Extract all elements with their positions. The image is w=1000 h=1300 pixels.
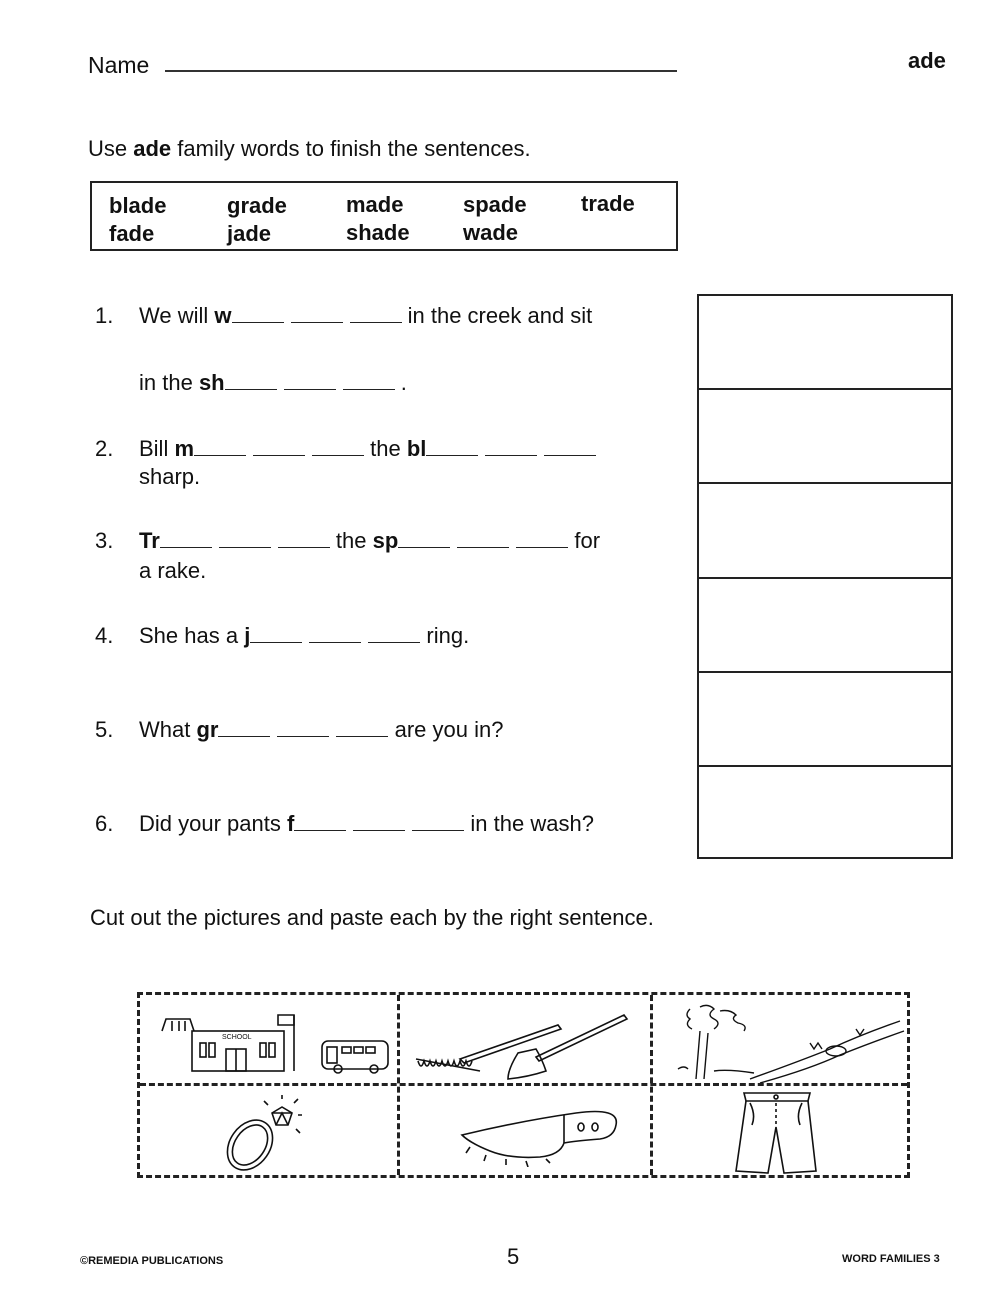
instructions-suffix: family words to finish the sentences. bbox=[171, 136, 531, 161]
letter-blank[interactable] bbox=[312, 455, 364, 456]
question-text: in the creek and sit bbox=[401, 303, 593, 328]
letter-blank[interactable] bbox=[219, 547, 271, 548]
rake-icon bbox=[416, 1025, 561, 1071]
letter-blank[interactable] bbox=[284, 389, 336, 390]
letter-blank[interactable] bbox=[457, 547, 509, 548]
name-input-line[interactable] bbox=[165, 70, 677, 72]
word-start-letters: bl bbox=[406, 436, 427, 461]
letter-blank[interactable] bbox=[350, 322, 402, 323]
question-number: 1. bbox=[95, 303, 114, 328]
question-number: 5. bbox=[95, 717, 114, 742]
instructions bbox=[88, 136, 531, 162]
question-text: sharp. bbox=[139, 464, 201, 489]
question-number: 6. bbox=[95, 811, 114, 836]
pants-picture[interactable] bbox=[732, 1091, 822, 1177]
question-3-continued bbox=[139, 558, 206, 584]
question-text: for bbox=[568, 528, 601, 553]
question-1-continued bbox=[139, 370, 407, 396]
question-2-continued bbox=[139, 464, 200, 490]
letter-blank[interactable] bbox=[516, 547, 568, 548]
word-start-letters: w bbox=[214, 303, 232, 328]
tree-icon bbox=[678, 1005, 754, 1079]
question-number: 4. bbox=[95, 623, 114, 648]
question-text: Did your pants bbox=[139, 811, 287, 836]
letter-blank[interactable] bbox=[426, 455, 478, 456]
question-text: the bbox=[329, 528, 373, 553]
letter-blank[interactable] bbox=[544, 455, 596, 456]
cut-out-grid bbox=[137, 992, 910, 1178]
word-start-letters: gr bbox=[196, 717, 219, 742]
letter-blank[interactable] bbox=[250, 642, 302, 643]
word-start-letters: j bbox=[244, 623, 251, 648]
letter-blank[interactable] bbox=[277, 736, 329, 737]
word-start-letters: Tr bbox=[139, 528, 160, 553]
word-bank bbox=[90, 181, 678, 251]
word-bank-item: spade bbox=[463, 192, 527, 217]
rake-spade-picture[interactable] bbox=[408, 1005, 646, 1081]
paste-box-divider bbox=[699, 765, 951, 767]
question-text: a rake. bbox=[139, 558, 207, 583]
word-bank-item: jade bbox=[227, 221, 272, 246]
question-1 bbox=[95, 303, 592, 329]
letter-blank[interactable] bbox=[309, 642, 361, 643]
question-text: ring. bbox=[420, 623, 470, 648]
paste-box-divider bbox=[699, 577, 951, 579]
letter-blank[interactable] bbox=[232, 322, 284, 323]
letter-blank[interactable] bbox=[194, 455, 246, 456]
school-sign: SCHOOL bbox=[222, 1034, 252, 1041]
word-bank-item: blade bbox=[109, 193, 167, 218]
name-label: Name bbox=[88, 52, 150, 78]
letter-blank[interactable] bbox=[218, 736, 270, 737]
question-number: 3. bbox=[95, 528, 114, 553]
letter-blank[interactable] bbox=[336, 736, 388, 737]
letter-blank[interactable] bbox=[398, 547, 450, 548]
ring-icon bbox=[218, 1095, 302, 1175]
cut-instructions: Cut out the pictures and paste each by the right sentence. bbox=[90, 905, 654, 930]
question-text: We will bbox=[139, 303, 215, 328]
knife-icon bbox=[462, 1112, 616, 1168]
letter-blank[interactable] bbox=[412, 830, 464, 831]
word-start-letters: sp bbox=[372, 528, 399, 553]
word-bank-item: wade bbox=[463, 220, 519, 245]
question-number: 2. bbox=[95, 436, 114, 461]
question-text: What bbox=[139, 717, 197, 742]
school-icon bbox=[162, 1015, 294, 1071]
paste-box-divider bbox=[699, 482, 951, 484]
word-bank-item: fade bbox=[109, 221, 155, 246]
word-start-letters: sh bbox=[198, 370, 225, 395]
letter-blank[interactable] bbox=[278, 547, 330, 548]
paste-box-divider bbox=[699, 388, 951, 390]
word-start-letters: m bbox=[174, 436, 195, 461]
bus-icon bbox=[322, 1041, 388, 1073]
question-text: in the bbox=[139, 370, 199, 395]
letter-blank[interactable] bbox=[353, 830, 405, 831]
series-title: WORD FAMILIES 3 bbox=[842, 1253, 940, 1265]
question-2 bbox=[95, 436, 596, 462]
word-bank-item: shade bbox=[346, 220, 410, 245]
letter-blank[interactable] bbox=[291, 322, 343, 323]
school-bus-picture[interactable] bbox=[152, 1007, 392, 1077]
tree-creek-picture[interactable] bbox=[660, 999, 906, 1083]
question-3 bbox=[95, 528, 600, 554]
question-6 bbox=[95, 811, 594, 837]
letter-blank[interactable] bbox=[485, 455, 537, 456]
word-bank-item: trade bbox=[581, 191, 635, 216]
letter-blank[interactable] bbox=[368, 642, 420, 643]
instructions-prefix: Use bbox=[88, 136, 134, 161]
pants-icon bbox=[736, 1093, 816, 1173]
spade-icon bbox=[508, 1015, 627, 1079]
word-family-tag: ade bbox=[908, 48, 946, 73]
paste-box-column bbox=[697, 294, 953, 859]
word-start-letters: f bbox=[286, 811, 295, 836]
cut-line-horizontal bbox=[140, 1083, 907, 1086]
question-text: the bbox=[364, 436, 407, 461]
question-text: Bill bbox=[139, 436, 175, 461]
question-4 bbox=[95, 623, 469, 649]
publisher-credit: ©REMEDIA PUBLICATIONS bbox=[80, 1255, 224, 1267]
question-text: are you in? bbox=[388, 717, 504, 742]
creek-icon bbox=[750, 1021, 904, 1083]
question-text: . bbox=[394, 370, 407, 395]
letter-blank[interactable] bbox=[343, 389, 395, 390]
instructions-family: ade bbox=[133, 136, 172, 161]
letter-blank[interactable] bbox=[253, 455, 305, 456]
letter-blank[interactable] bbox=[160, 547, 212, 548]
question-text: in the wash? bbox=[464, 811, 594, 836]
word-bank-item: grade bbox=[227, 193, 287, 218]
question-5 bbox=[95, 717, 503, 743]
paste-box-divider bbox=[699, 671, 951, 673]
ring-picture[interactable] bbox=[210, 1095, 330, 1175]
letter-blank[interactable] bbox=[225, 389, 277, 390]
letter-blank[interactable] bbox=[294, 830, 346, 831]
word-bank-item: made bbox=[346, 192, 404, 217]
knife-picture[interactable] bbox=[460, 1107, 630, 1167]
page-number: 5 bbox=[507, 1244, 520, 1269]
question-text: She has a bbox=[139, 623, 245, 648]
